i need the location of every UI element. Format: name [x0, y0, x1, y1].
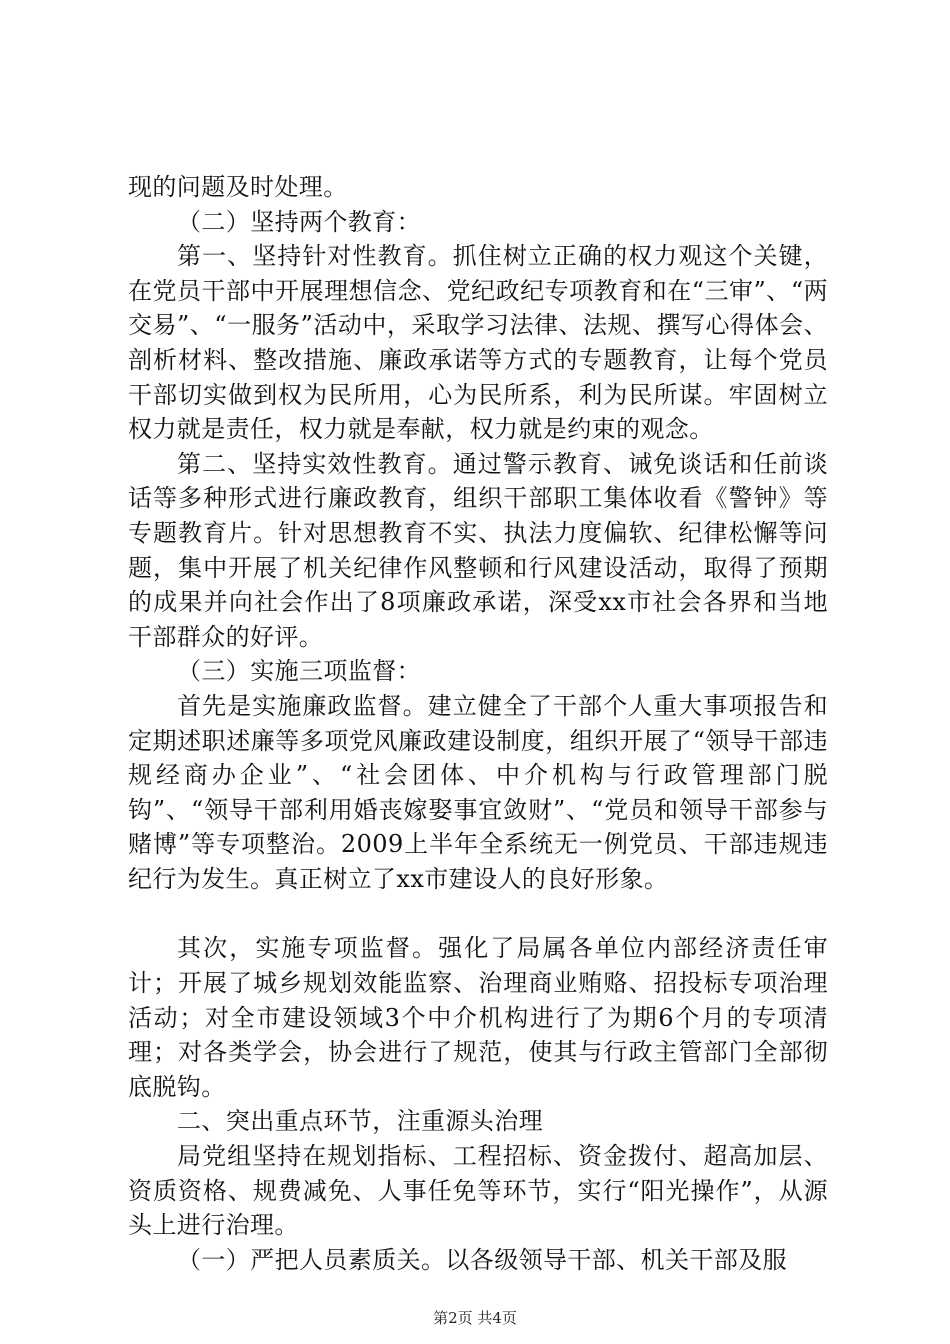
page-footer: 第2页 共4页 — [433, 1309, 517, 1327]
paragraph-effective-education: 第二、坚持实效性教育。通过警示教育、诫免谈话和任前谈话等多种形式进行廉政教育，组织干部职工集体收看《警钟》等专题教育片。针对思想教育不实、执法力度偏软、纪律松懈等问题，集中开展了机关纪律作风整顿和行风建设活动，取得了预期的成果并向社会作出了8项廉政承诺，深受xx市社会各界和当地干部群众的好评。 — [128, 449, 828, 651]
paragraph-continuation: 现的问题及时处理。 — [128, 173, 348, 201]
document-body — [128, 170, 828, 1277]
paragraph-integrity-supervision: 首先是实施廉政监督。建立健全了干部个人重大事项报告和定期述职述廉等多项党风廉政建设制度，组织开展了“领导干部违规经商办企业”、“社会团体、中介机构与行政管理部门脱钩”、“领导干部利用婚丧嫁娶事宜敛财”、“党员和领导干部参与赌博”等专项整治。2009上半年全系统无一例党员、干部违规违纪行为发生。真正树立了xx市建设人的良好形象。 — [128, 691, 828, 893]
section-heading-two-educations: （二）坚持两个教育： — [177, 207, 421, 236]
paragraph-sunshine-operation: 局党组坚持在规划指标、工程招标、资金拨付、超高加层、资质资格、规费减免、人事任免等环节，实行“阳光操作”，从源头上进行治理。 — [128, 1142, 828, 1240]
section-heading-three-supervisions: （三）实施三项监督： — [177, 657, 421, 686]
section-heading-personnel-quality: （一）严把人员素质关。以各级领导干部、机关干部及服 — [177, 1245, 787, 1274]
paragraph-special-supervision: 其次，实施专项监督。强化了局属各单位内部经济责任审计；开展了城乡规划效能监察、治理商业贿赂、招投标专项治理活动；对全市建设领域3个中介机构进行了为期6个月的专项清理；对各类学会，协会进行了规范，使其与行政主管部门全部彻底脱钩。 — [128, 934, 828, 1101]
paragraph-targeted-education: 第一、坚持针对性教育。抓住树立正确的权力观这个关键，在党员干部中开展理想信念、党纪政纪专项教育和在“三审”、“两交易”、“一服务”活动中，采取学习法律、法规、撰写心得体会、剖析材料、整改措施、廉政承诺等方式的专题教育，让每个党员干部切实做到权为民所用，心为民所系，利为民所谋。牢固树立权力就是责任，权力就是奉献，权力就是约束的观念。 — [128, 242, 828, 444]
section-heading-source-governance: 二、突出重点环节，注重源头治理 — [177, 1107, 543, 1136]
paragraph-spacer — [128, 896, 828, 931]
